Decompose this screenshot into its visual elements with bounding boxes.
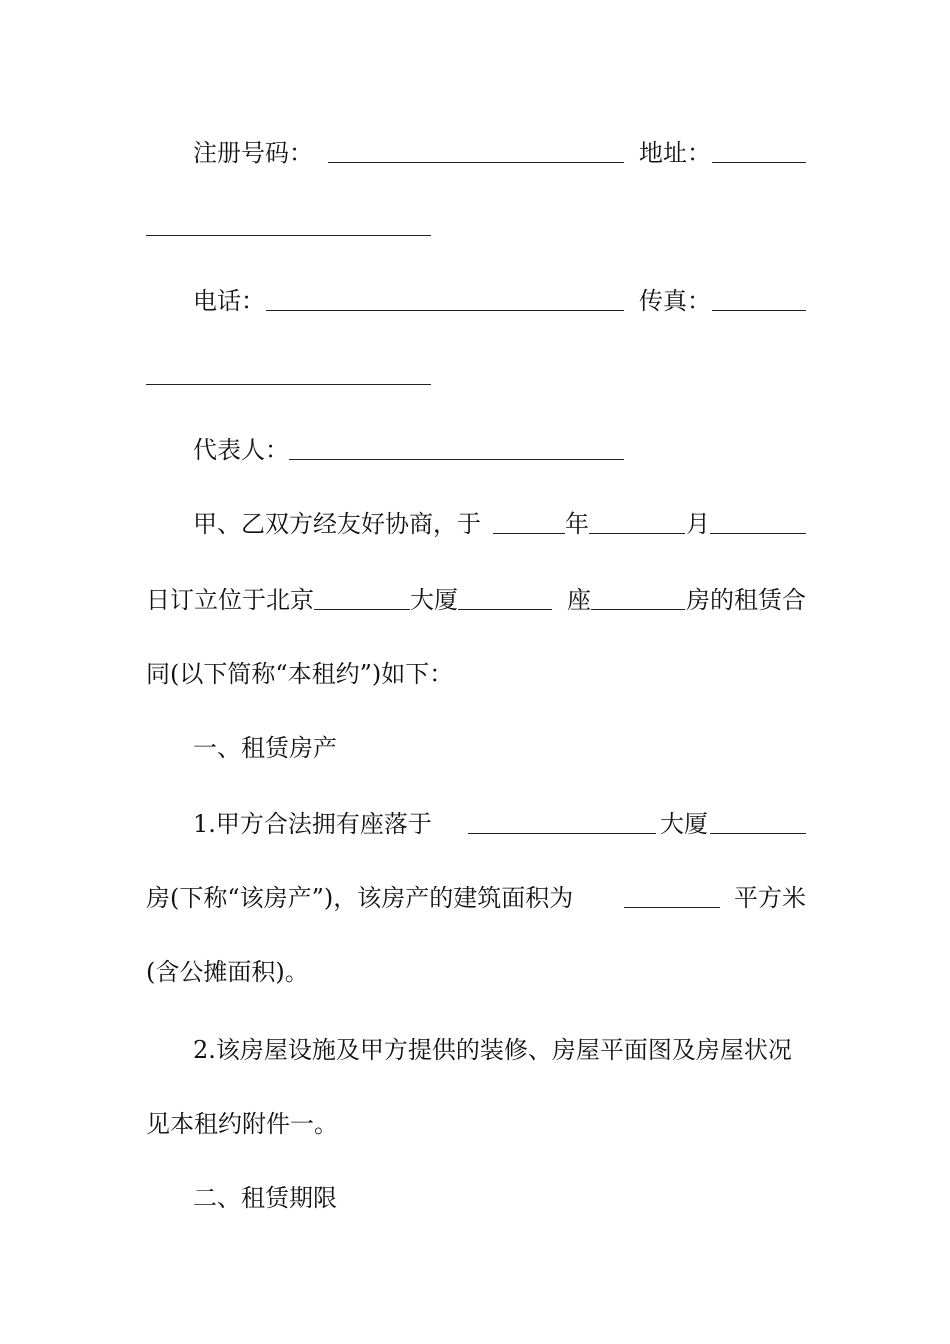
section-heading-lease-term: 二、租赁期限	[193, 1184, 337, 1212]
building-name-blank	[314, 609, 410, 610]
item2-text: 2.该房屋设施及甲方提供的装修、房屋平面图及房屋状况	[193, 1036, 792, 1064]
item1-tower-label: 大厦	[660, 810, 708, 838]
item1-text: 1.甲方合法拥有座落于	[193, 810, 432, 838]
month-blank	[589, 533, 685, 534]
item2-continuation-text: 见本租约附件一。	[146, 1110, 338, 1138]
seat-label: 座	[567, 586, 591, 614]
square-meters-label: 平方米	[734, 884, 806, 912]
address-blank-continued	[146, 235, 431, 236]
section-heading-leased-property: 一、租赁房产	[193, 734, 337, 762]
representative-label: 代表人：	[193, 436, 289, 464]
month-label: 月	[686, 510, 710, 538]
lease-contract-text: 房的租赁合	[686, 586, 806, 614]
day-blank	[710, 533, 806, 534]
registration-number-blank	[328, 162, 624, 163]
representative-blank	[289, 459, 624, 460]
property-location-blank	[468, 833, 656, 834]
agreement-intro-text: 甲、乙双方经友好协商，于	[193, 510, 481, 538]
phone-blank	[266, 310, 624, 311]
seat-blank	[458, 609, 552, 610]
item1-shared-area-text: (含公摊面积)。	[146, 958, 309, 986]
year-blank	[493, 533, 565, 534]
registration-number-label: 注册号码：	[193, 139, 313, 167]
phone-label: 电话：	[193, 287, 265, 315]
year-label: 年	[565, 510, 589, 538]
tower-label: 大厦	[410, 586, 458, 614]
fax-blank-continued	[146, 384, 431, 385]
item1-room-blank	[710, 833, 806, 834]
address-blank	[712, 162, 806, 163]
agreement-location-text: 日订立位于北京	[146, 586, 314, 614]
floor-area-blank	[624, 907, 720, 908]
room-blank	[591, 609, 685, 610]
item1-area-text: 房(下称“该房产”)，该房产的建筑面积为	[146, 884, 574, 912]
address-label: 地址：	[639, 139, 711, 167]
fax-blank	[712, 310, 806, 311]
agreement-continuation-text: 同(以下简称“本租约”)如下：	[146, 660, 454, 688]
fax-label: 传真：	[639, 287, 711, 315]
